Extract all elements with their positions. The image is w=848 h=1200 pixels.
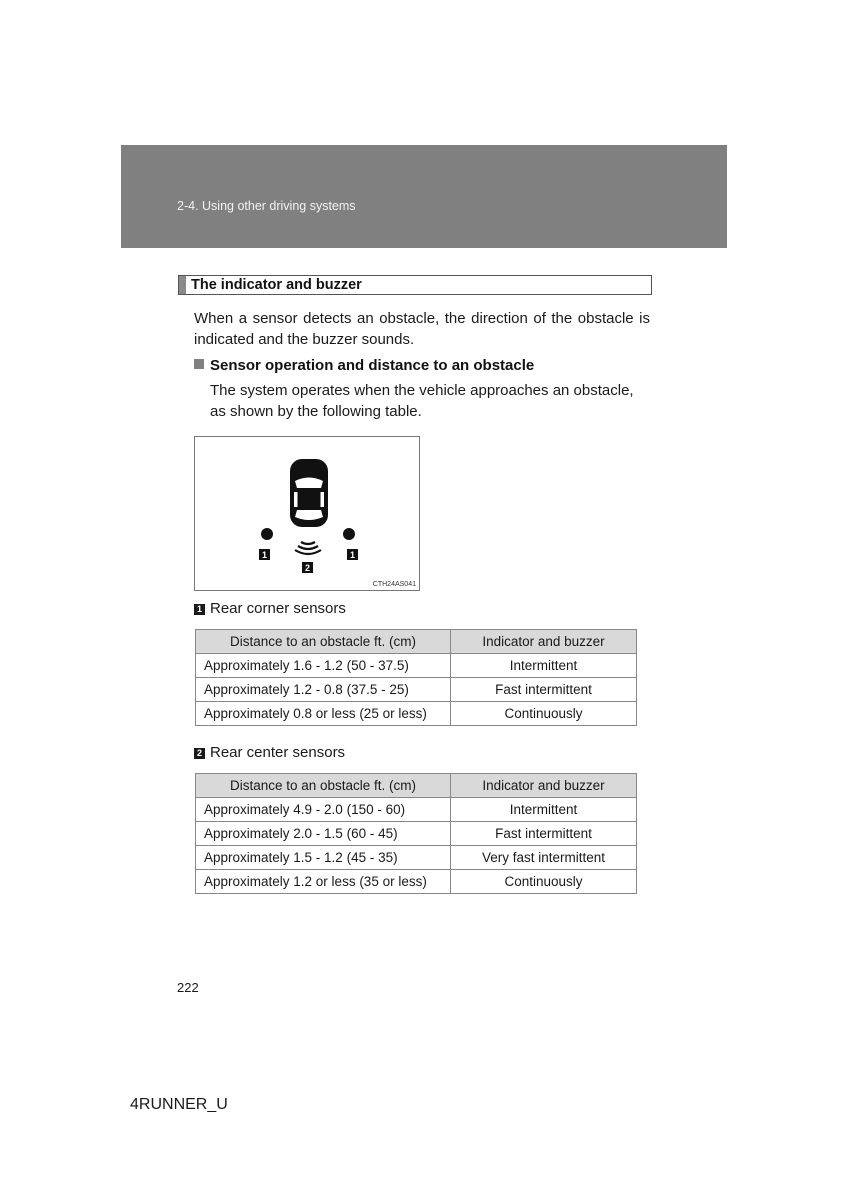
table-cell-distance: Approximately 0.8 or less (25 or less) xyxy=(196,702,451,726)
table-row xyxy=(196,654,637,678)
table-cell-distance: Approximately 2.0 - 1.5 (60 - 45) xyxy=(196,822,451,846)
table-row xyxy=(196,846,637,870)
table-cell-indicator: Continuously xyxy=(451,870,637,894)
corner-caption xyxy=(194,600,346,617)
table-cell-distance: Approximately 4.9 - 2.0 (150 - 60) xyxy=(196,798,451,822)
car-right-window-icon xyxy=(321,492,325,507)
car-left-window-icon xyxy=(294,492,298,507)
table-cell-distance: Approximately 1.2 or less (35 or less) xyxy=(196,870,451,894)
center-caption-text: Rear center sensors xyxy=(210,744,346,761)
diagram-code: CTH24AS041 xyxy=(372,581,416,588)
table-header-row xyxy=(196,630,637,654)
table-header-indicator: Indicator and buzzer xyxy=(451,774,637,798)
table-cell-distance: Approximately 1.5 - 1.2 (45 - 35) xyxy=(196,846,451,870)
footer-model-code: 4RUNNER_U xyxy=(130,1096,228,1113)
corner-caption-text: Rear corner sensors xyxy=(210,600,346,617)
section-title-accent xyxy=(179,276,186,294)
corner-sensor-table xyxy=(195,629,637,726)
table-row xyxy=(196,702,637,726)
sensor-diagram-svg xyxy=(195,437,421,592)
page-number: 222 xyxy=(177,980,199,995)
subsection-heading-text: Sensor operation and distance to an obstacle xyxy=(210,357,535,374)
table-header-distance: Distance to an obstacle ft. (cm) xyxy=(196,630,451,654)
right-corner-sensor-icon xyxy=(343,528,355,540)
table-cell-indicator: Continuously xyxy=(451,702,637,726)
table-row xyxy=(196,870,637,894)
number-2-badge: 2 xyxy=(194,748,205,759)
table-cell-distance: Approximately 1.6 - 1.2 (50 - 37.5) xyxy=(196,654,451,678)
table-header-row xyxy=(196,774,637,798)
center-sensor-waves-icon xyxy=(295,542,321,554)
table-row xyxy=(196,798,637,822)
car-rear-window-icon xyxy=(295,510,323,520)
table-cell-indicator: Fast intermittent xyxy=(451,678,637,702)
table-header-indicator: Indicator and buzzer xyxy=(451,630,637,654)
table-cell-indicator: Intermittent xyxy=(451,798,637,822)
table-cell-distance: Approximately 1.2 - 0.8 (37.5 - 25) xyxy=(196,678,451,702)
chapter-header-band xyxy=(121,145,727,248)
label-1-right: 1 xyxy=(349,550,356,560)
sensor-diagram xyxy=(194,436,420,591)
chapter-header-title: 2-4. Using other driving systems xyxy=(177,199,356,213)
table-cell-indicator: Fast intermittent xyxy=(451,822,637,846)
left-corner-sensor-icon xyxy=(261,528,273,540)
square-bullet-icon xyxy=(194,359,204,369)
table-row xyxy=(196,822,637,846)
center-sensor-table xyxy=(195,773,637,894)
subsection-paragraph: The system operates when the vehicle approaches an obstacle, as shown by the following table. xyxy=(210,382,634,420)
label-2: 2 xyxy=(304,563,311,573)
table-cell-indicator: Intermittent xyxy=(451,654,637,678)
center-caption xyxy=(194,744,345,761)
table-cell-indicator: Very fast intermittent xyxy=(451,846,637,870)
table-header-distance: Distance to an obstacle ft. (cm) xyxy=(196,774,451,798)
subsection-heading xyxy=(194,357,534,374)
section-title-box xyxy=(178,275,652,295)
table-row xyxy=(196,678,637,702)
intro-paragraph: When a sensor detects an obstacle, the direction of the obstacle is indicated and the buzzer sounds. xyxy=(194,310,650,348)
section-title: The indicator and buzzer xyxy=(191,277,362,293)
number-1-badge: 1 xyxy=(194,604,205,615)
label-1-left: 1 xyxy=(261,550,268,560)
